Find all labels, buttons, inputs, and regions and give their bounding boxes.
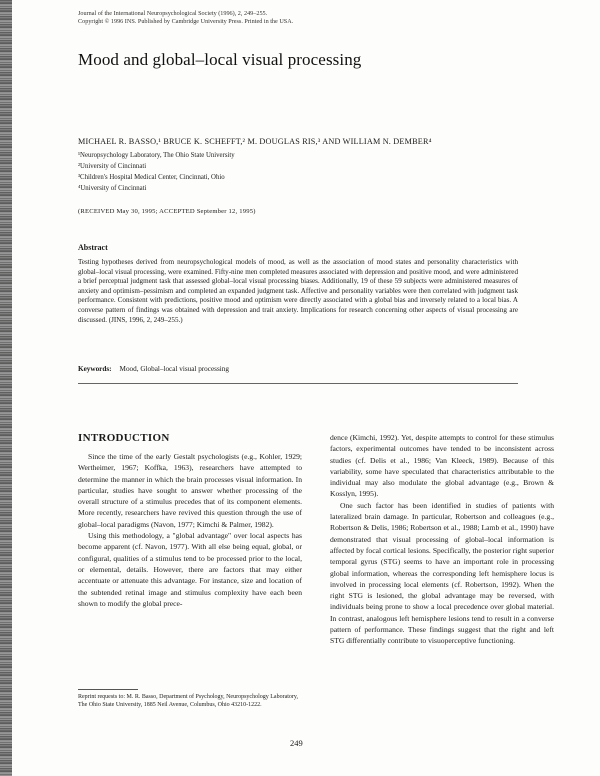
received-dates: (RECEIVED May 30, 1995; ACCEPTED September 12, 1995)	[78, 208, 256, 215]
affiliation-2: ²University of Cincinnati	[78, 163, 147, 170]
introduction-heading: INTRODUCTION	[78, 432, 170, 444]
footnote-rule	[78, 689, 138, 690]
page-number: 249	[290, 738, 303, 748]
affiliation-4: ⁴University of Cincinnati	[78, 185, 147, 192]
journal-header	[78, 10, 538, 26]
abstract-text: Testing hypotheses derived from neuropsychological models of mood, as well as the association of mood states and personality characteristics with global–local visual processing, were examined. Fifty-nine men completed measures associated with depression and positive mood, and were administered a brief perceptual judgment task that assessed global–local visual processing biases. Additionally, 19 of these 59 subjects were administered measures of anxiety and optimism–pessimism and completed an expanded judgment task. Affective and personality variables were then correlated with judgment task performance. Consistent with predictions, positive mood and optimism were directly associated with a global bias and inversely related to a local bias. A converse pattern of findings was obtained with depression and trait anxiety. Implications for research concerning other aspects of visual processing are discussed. (JINS, 1996, 2, 249–255.)	[78, 258, 518, 324]
affiliation-3: ³Children's Hospital Medical Center, Cincinnati, Ohio	[78, 174, 225, 181]
article-title: Mood and global–local visual processing	[78, 50, 362, 69]
keywords-label: Keywords:	[78, 365, 112, 373]
journal-citation: Journal of the International Neuropsychological Society (1996), 2, 249–255.	[78, 10, 268, 17]
keywords-line	[78, 365, 229, 373]
keywords-text: Mood, Global–local visual processing	[119, 365, 229, 373]
left-column	[78, 451, 302, 609]
intro-paragraph-1: Since the time of the early Gestalt psychologists (e.g., Kohler, 1929; Wertheimer, 1967; Koffka, 1963), researchers have attempted to determine the manner in which the brain processes visual information. In particular, studies have sought to answer whether processing of the overall structure of a stimulus precedes that of its component elements. More recently, researchers have revived this question through the use of global–local paradigms (Navon, 1977; Kimchi & Palmer, 1982).	[78, 452, 302, 529]
reprint-footnote: Reprint requests to: M. R. Basso, Department of Psychology, Neuropsychology Laboratory, The Ohio State University, 1885 Neil Avenue, Columbus, Ohio 43210-1222.	[78, 694, 299, 708]
intro-paragraph-3: dence (Kimchi, 1992). Yet, despite attempts to control for these stimulus factors, experimental outcomes have tended to be inconsistent across studies (cf. Delis et al., 1986; Van Kleeck, 1989). Because of this variability, some have speculated that characteristics attributable to the individual may also modulate the global advantage (e.g., Brown & Kosslyn, 1995).	[330, 433, 554, 499]
intro-paragraph-4: One such factor has been identified in studies of patients with lateralized brain damage. In particular, Robertson and colleagues (e.g., Robertson & Delis, 1986; Robertson et al., 1988; Lamb et al., 1990) have demonstrated that visual processing of global–local information is affected by focal cortical lesions. Specifically, the posterior right superior temporal gyrus (STG) seems to have an important role in processing global information, whereas the corresponding left hemisphere locus is involved in processing local elements (cf. Robertson, 1992). When the right STG is lesioned, the global advantage may be reversed, with individuals being prone to show a local precedence over global material. In contrast, analogous left hemisphere lesions tend to result in a converse pattern of performance. These findings suggest that the right and left STG differentially contribute to visuoperceptive functioning.	[330, 500, 554, 646]
journal-copyright: Copyright © 1996 INS. Published by Cambridge University Press. Printed in the USA.	[78, 18, 294, 25]
section-divider	[78, 383, 518, 384]
right-column	[330, 432, 554, 647]
abstract-heading: Abstract	[78, 243, 108, 252]
scan-binding-edge	[0, 0, 12, 776]
intro-paragraph-2: Using this methodology, a "global advantage" over local aspects has become apparent (cf. Navon, 1977). With all else being equal, global, or configural, qualities of a stimulus tend to be processed prior to the local, or elemental, details. However, there are factors that may either accentuate or attenuate this advantage. For instance, size and location of the subtended retinal image and stimulus complexity have each been shown to modify the global prece-	[78, 531, 302, 608]
affiliation-1: ¹Neuropsychology Laboratory, The Ohio State University	[78, 152, 235, 159]
author-list: MICHAEL R. BASSO,¹ BRUCE K. SCHEFFT,² M. DOUGLAS RIS,³ AND WILLIAM N. DEMBER⁴	[78, 137, 432, 146]
